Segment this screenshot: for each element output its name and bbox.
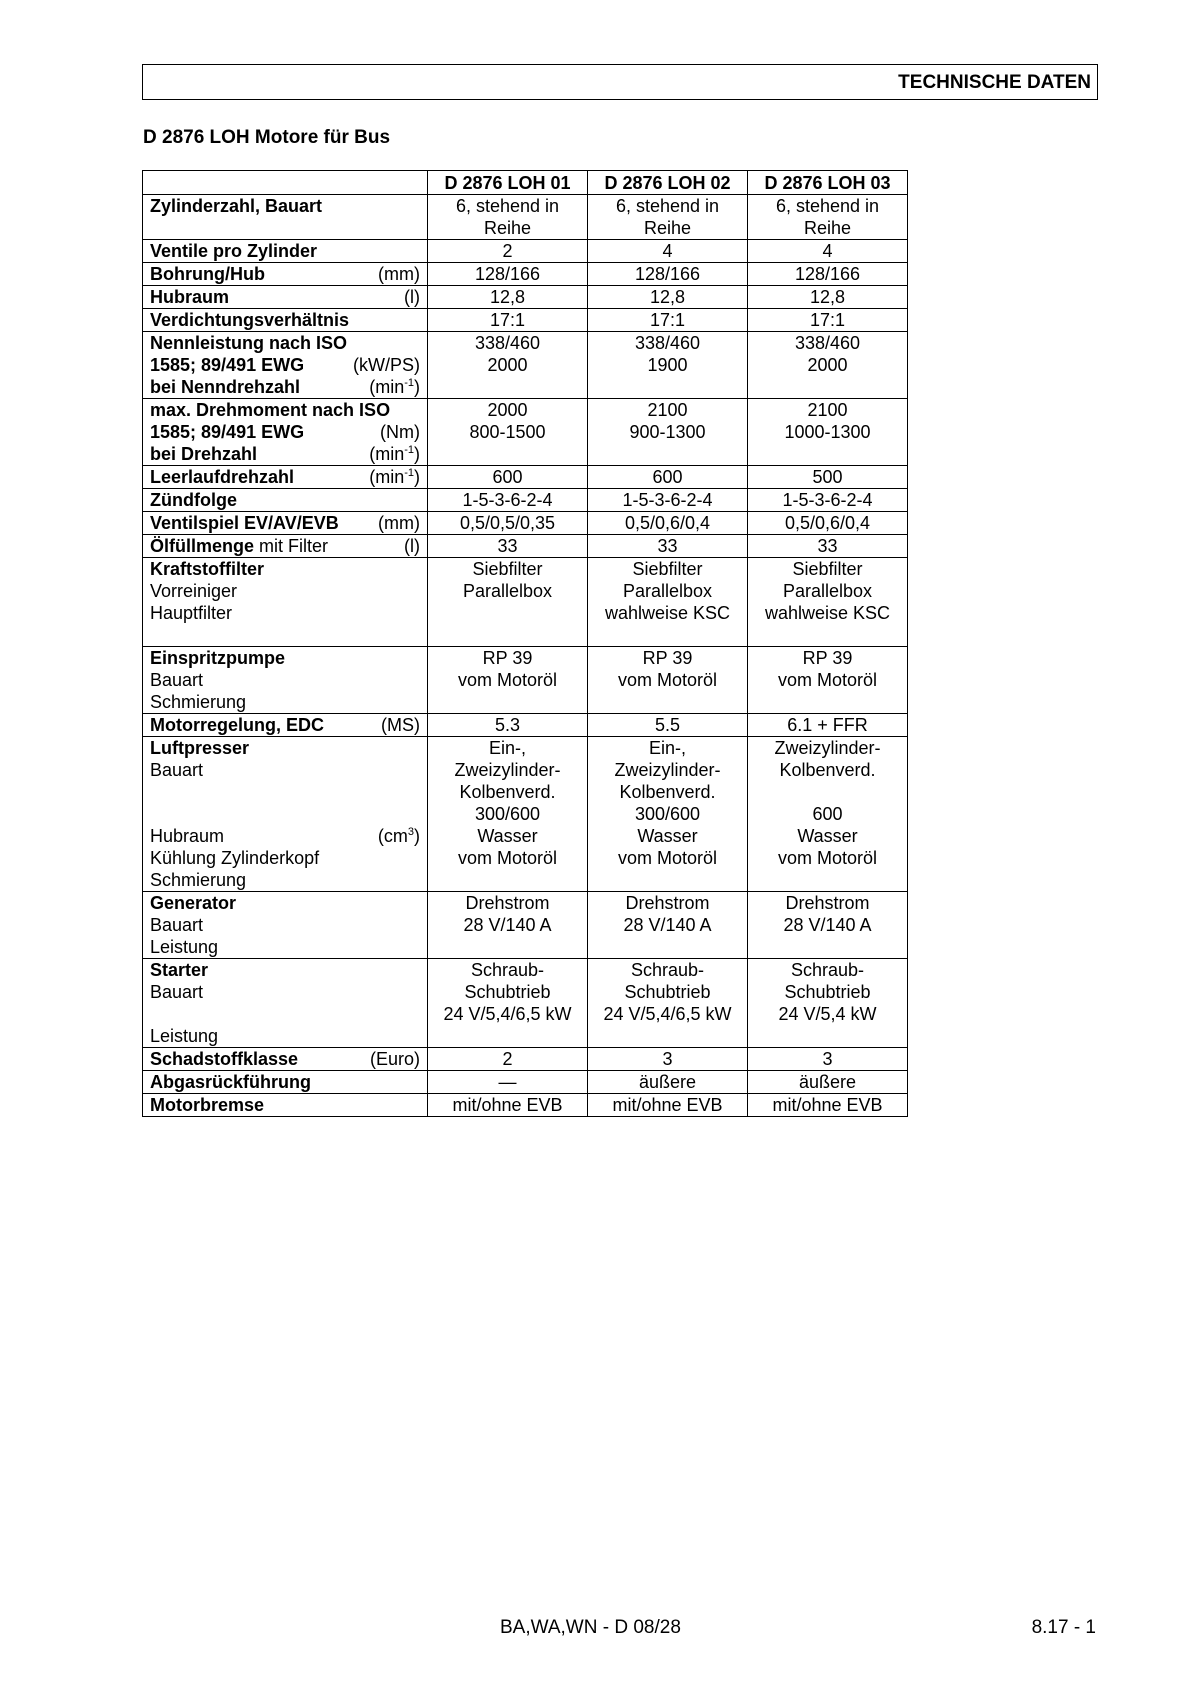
column-header: D 2876 LOH 02: [588, 171, 748, 195]
unit-part: ): [414, 377, 420, 397]
row-label: Abgasrückführung: [143, 1071, 428, 1094]
cell-line: Kolbenverd.: [459, 782, 556, 802]
unit-text: (Euro): [369, 1049, 420, 1069]
table-cell: 1-5-3-6-2-4: [588, 489, 748, 512]
cell-line: vom Motoröl: [777, 670, 878, 690]
row-label: [143, 466, 428, 489]
cell-line: 800-1500: [469, 422, 546, 442]
cell-line: 600: [812, 804, 843, 824]
table-row: [143, 959, 908, 1048]
table-row: [143, 263, 908, 286]
row-label: [143, 737, 428, 892]
row-label: [143, 512, 428, 535]
table-cell: [748, 959, 908, 1048]
unit-text: [378, 825, 420, 847]
cell-line: Ein-,: [648, 738, 686, 758]
cell-line: Parallelbox: [462, 581, 553, 601]
unit-text: (mm): [378, 264, 420, 284]
table-cell: 4: [748, 240, 908, 263]
table-cell: 5.5: [588, 714, 748, 737]
label-text: Vorreiniger: [150, 581, 238, 601]
table-cell: 12,8: [748, 286, 908, 309]
cell-line: Reihe: [803, 218, 852, 238]
table-cell: 3: [588, 1048, 748, 1071]
label-text: Hubraum: [150, 287, 230, 307]
label-text: Kraftstoffilter: [150, 559, 265, 579]
table-cell: [748, 399, 908, 466]
cell-line: Wasser: [797, 826, 858, 846]
table-cell: 1-5-3-6-2-4: [748, 489, 908, 512]
cell-line: 1000-1300: [784, 422, 871, 442]
header-blank-cell: [143, 171, 428, 195]
label-text: Leistung: [150, 1026, 219, 1046]
cell-line: Wasser: [637, 826, 698, 846]
table-cell: mit/ohne EVB: [428, 1094, 588, 1117]
unit-part: ): [414, 826, 420, 846]
table-row: [143, 240, 908, 263]
unit-text: [369, 466, 420, 488]
section-title: TECHNISCHE DATEN: [898, 72, 1091, 93]
label-text: Schmierung: [150, 870, 247, 890]
cell-line: RP 39: [482, 648, 533, 668]
cell-line: Wasser: [477, 826, 538, 846]
table-cell: [428, 647, 588, 714]
label-text: Hauptfilter: [150, 603, 233, 623]
label-text: mit Filter: [254, 536, 329, 556]
label-text: Hubraum: [150, 826, 225, 846]
cell-line: Schubtrieb: [784, 982, 871, 1002]
table-row: [143, 286, 908, 309]
table-cell: 600: [428, 466, 588, 489]
cell-line: Kolbenverd.: [619, 782, 716, 802]
label-text: Luftpresser: [150, 738, 250, 758]
unit-part: (min: [369, 377, 405, 397]
table-cell: mit/ohne EVB: [748, 1094, 908, 1117]
table-cell: 12,8: [428, 286, 588, 309]
table-row: [143, 309, 908, 332]
table-cell: [428, 959, 588, 1048]
table-cell: 0,5/0,6/0,4: [748, 512, 908, 535]
table-cell: 128/166: [588, 263, 748, 286]
cell-line: Schubtrieb: [464, 982, 551, 1002]
column-header: D 2876 LOH 01: [428, 171, 588, 195]
cell-line: 900-1300: [629, 422, 706, 442]
table-cell: äußere: [748, 1071, 908, 1094]
table-row: [143, 1071, 908, 1094]
table-cell: 17:1: [428, 309, 588, 332]
table-cell: [588, 892, 748, 959]
label-text: Bauart: [150, 760, 204, 780]
table-cell: 128/166: [428, 263, 588, 286]
label-text: Leistung: [150, 937, 219, 957]
label-text: Schmierung: [150, 692, 247, 712]
table-cell: 33: [588, 535, 748, 558]
table-cell: 0,5/0,6/0,4: [588, 512, 748, 535]
cell-line: 1900: [647, 355, 688, 375]
footer-page-number: 8.17 - 1: [1031, 1617, 1096, 1638]
cell-line: Parallelbox: [622, 581, 713, 601]
label-text: bei Drehzahl: [150, 444, 258, 464]
cell-line: vom Motoröl: [457, 670, 558, 690]
table-cell: 4: [588, 240, 748, 263]
cell-line: Zweizylinder-: [614, 760, 721, 780]
table-cell: [588, 647, 748, 714]
table-cell: 3: [748, 1048, 908, 1071]
unit-part: (cm: [377, 826, 408, 846]
unit-superscript: -1: [404, 444, 414, 456]
table-cell: 6.1 + FFR: [748, 714, 908, 737]
table-row: [143, 332, 908, 399]
cell-line: wahlweise KSC: [764, 603, 891, 623]
table-row: [143, 737, 908, 892]
cell-line: wahlweise KSC: [604, 603, 731, 623]
label-text: Kühlung Zylinderkopf: [150, 848, 320, 868]
row-label: [143, 647, 428, 714]
label-text: 1585; 89/491 EWG: [150, 422, 305, 442]
table-cell: 0,5/0,5/0,35: [428, 512, 588, 535]
cell-line: RP 39: [642, 648, 693, 668]
unit-text: (Nm): [380, 422, 420, 442]
table-cell: [588, 558, 748, 647]
table-cell: [588, 195, 748, 240]
cell-line: 6, stehend in: [775, 196, 880, 216]
cell-line: Schraub-: [630, 960, 705, 980]
table-cell: [748, 737, 908, 892]
label-text: Ölfüllmenge: [150, 536, 255, 556]
label-text: Starter: [150, 960, 209, 980]
cell-line: vom Motoröl: [617, 670, 718, 690]
label-text: Einspritzpumpe: [150, 648, 286, 668]
row-label: [143, 535, 428, 558]
table-row: [143, 1094, 908, 1117]
row-label: [143, 892, 428, 959]
column-header: D 2876 LOH 03: [748, 171, 908, 195]
cell-line: 6, stehend in: [455, 196, 560, 216]
unit-text: [369, 443, 420, 465]
table-cell: äußere: [588, 1071, 748, 1094]
cell-line: 28 V/140 A: [463, 915, 552, 935]
table-cell: [748, 647, 908, 714]
unit-superscript: 3: [407, 826, 414, 838]
cell-line: Siebfilter: [632, 559, 703, 579]
label-text: Bauart: [150, 915, 204, 935]
table-cell: [428, 737, 588, 892]
table-cell: [428, 892, 588, 959]
table-row: [143, 558, 908, 647]
table-row: [143, 714, 908, 737]
table-cell: 17:1: [588, 309, 748, 332]
table-cell: 12,8: [588, 286, 748, 309]
cell-line: 2100: [807, 400, 848, 420]
cell-line: 338/460: [474, 333, 541, 353]
cell-line: 300/600: [474, 804, 541, 824]
unit-part: (min: [369, 467, 405, 487]
label-text: bei Nenndrehzahl: [150, 377, 301, 397]
table-row: [143, 1048, 908, 1071]
label-text: Bauart: [150, 670, 204, 690]
table-cell: [748, 558, 908, 647]
cell-line: Siebfilter: [792, 559, 863, 579]
unit-text: (mm): [378, 513, 420, 533]
table-cell: 128/166: [748, 263, 908, 286]
row-label: [143, 286, 428, 309]
table-row: [143, 892, 908, 959]
table-cell: 600: [588, 466, 748, 489]
cell-line: 2000: [807, 355, 848, 375]
table-cell: 33: [428, 535, 588, 558]
cell-line: Parallelbox: [782, 581, 873, 601]
label-text: max. Drehmoment nach ISO: [150, 400, 391, 420]
cell-line: Ein-,: [488, 738, 526, 758]
cell-line: 24 V/5,4 kW: [778, 1004, 877, 1024]
cell-line: 28 V/140 A: [783, 915, 872, 935]
cell-line: 6, stehend in: [615, 196, 720, 216]
table-cell: [748, 892, 908, 959]
unit-superscript: -1: [404, 377, 414, 389]
cell-line: 24 V/5,4/6,5 kW: [443, 1004, 572, 1024]
unit-superscript: -1: [404, 467, 414, 479]
label-text: Generator: [150, 893, 237, 913]
label-text: Nennleistung nach ISO: [150, 333, 348, 353]
unit-text: (l): [404, 287, 420, 307]
row-label: Verdichtungsverhältnis: [143, 309, 428, 332]
cell-line: 300/600: [634, 804, 701, 824]
table-cell: 1-5-3-6-2-4: [428, 489, 588, 512]
cell-line: 338/460: [794, 333, 861, 353]
label-text: Bauart: [150, 982, 204, 1002]
cell-line: Kolbenverd.: [779, 760, 876, 780]
table-cell: mit/ohne EVB: [588, 1094, 748, 1117]
cell-line: RP 39: [802, 648, 853, 668]
table-row: [143, 466, 908, 489]
cell-line: Drehstrom: [625, 893, 710, 913]
table-cell: 2: [428, 240, 588, 263]
row-label: [143, 263, 428, 286]
label-text: 1585; 89/491 EWG: [150, 355, 305, 375]
cell-line: 2000: [487, 355, 528, 375]
table-row: [143, 489, 908, 512]
row-label: [143, 959, 428, 1048]
cell-line: Zweizylinder-: [774, 738, 881, 758]
table-cell: [748, 195, 908, 240]
table-cell: [748, 332, 908, 399]
table-row: [143, 512, 908, 535]
cell-line: 24 V/5,4/6,5 kW: [603, 1004, 732, 1024]
table-cell: 33: [748, 535, 908, 558]
table-cell: 17:1: [748, 309, 908, 332]
table-cell: [428, 399, 588, 466]
cell-line: Schubtrieb: [624, 982, 711, 1002]
table-cell: [588, 332, 748, 399]
row-label: [143, 399, 428, 466]
unit-text: (MS): [381, 715, 420, 735]
table-header-row: [143, 171, 908, 195]
row-label: [143, 558, 428, 647]
label-text: Schadstoffklasse: [150, 1049, 299, 1069]
cell-line: 2000: [487, 400, 528, 420]
cell-line: vom Motoröl: [777, 848, 878, 868]
cell-line: Reihe: [483, 218, 532, 238]
cell-line: Zweizylinder-: [454, 760, 561, 780]
table-row: [143, 399, 908, 466]
table-cell: —: [428, 1071, 588, 1094]
header-box: [142, 64, 1098, 100]
cell-line: Siebfilter: [472, 559, 543, 579]
unit-part: ): [414, 444, 420, 464]
unit-text: (l): [404, 536, 420, 556]
cell-line: Schraub-: [790, 960, 865, 980]
row-label: [143, 332, 428, 399]
unit-part: ): [414, 467, 420, 487]
cell-line: vom Motoröl: [617, 848, 718, 868]
row-label: Motorbremse: [143, 1094, 428, 1117]
unit-text: [369, 376, 420, 398]
cell-line: 338/460: [634, 333, 701, 353]
table-cell: [428, 558, 588, 647]
table-row: [143, 535, 908, 558]
table-cell: [588, 959, 748, 1048]
footer-document-code: BA,WA,WN - D 08/28: [500, 1617, 681, 1638]
table-cell: 5.3: [428, 714, 588, 737]
row-label: Zündfolge: [143, 489, 428, 512]
cell-line: 2100: [647, 400, 688, 420]
cell-line: Reihe: [643, 218, 692, 238]
table-cell: [428, 332, 588, 399]
document-title: D 2876 LOH Motore für Bus: [143, 127, 391, 148]
cell-line: Drehstrom: [785, 893, 870, 913]
row-label: [143, 714, 428, 737]
table-cell: [428, 195, 588, 240]
table-cell: [588, 399, 748, 466]
label-text: Bohrung/Hub: [150, 264, 265, 284]
cell-line: vom Motoröl: [457, 848, 558, 868]
unit-part: (min: [369, 444, 405, 464]
label-text: Ventilspiel EV/AV/EVB: [150, 513, 339, 533]
unit-text: (kW/PS): [353, 355, 420, 375]
table-row: [143, 195, 908, 240]
cell-line: 28 V/140 A: [623, 915, 712, 935]
table-cell: [588, 737, 748, 892]
spec-table: [142, 170, 908, 1117]
row-label: Ventile pro Zylinder: [143, 240, 428, 263]
table-cell: 2: [428, 1048, 588, 1071]
label-text: Leerlaufdrehzahl: [150, 467, 295, 487]
cell-line: Schraub-: [470, 960, 545, 980]
cell-line: Drehstrom: [465, 893, 550, 913]
label-text: Motorregelung, EDC: [150, 715, 324, 735]
table-cell: 500: [748, 466, 908, 489]
row-label: [143, 1048, 428, 1071]
row-label: Zylinderzahl, Bauart: [143, 195, 428, 240]
table-row: [143, 647, 908, 714]
